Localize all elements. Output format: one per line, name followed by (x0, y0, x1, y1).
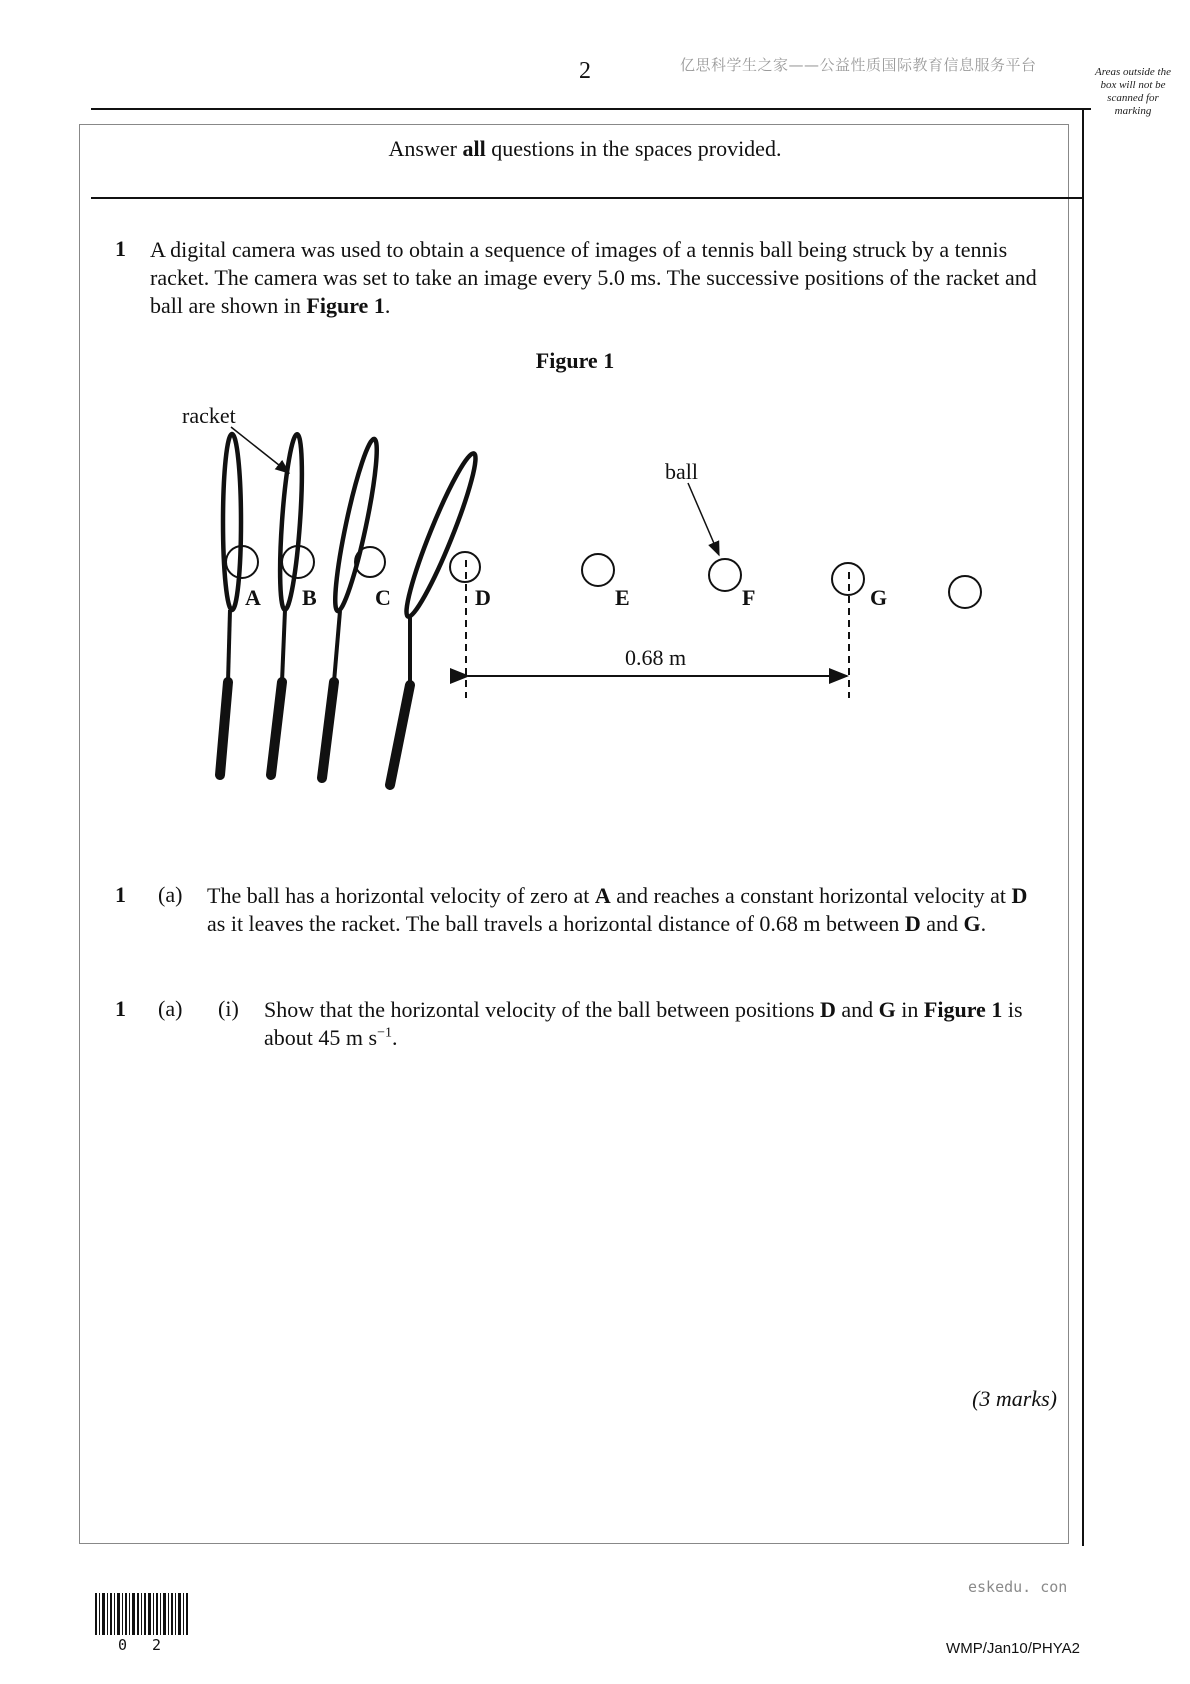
text-run: in (895, 997, 924, 1022)
paper-code: WMP/Jan10/PHYA2 (946, 1640, 1080, 1657)
position-label-B: B (302, 585, 317, 610)
ball-F (709, 559, 741, 591)
position-label-F: F (742, 585, 756, 610)
ball-H (949, 576, 981, 608)
text-run: is about 45 m s (264, 997, 1023, 1050)
racket-label: racket (182, 403, 236, 428)
position-label-A: A (245, 585, 261, 610)
part-a-number: 1 (115, 882, 126, 907)
text-run: The ball has a horizontal velocity of zero at (207, 883, 595, 908)
text-run: . (391, 1025, 398, 1050)
bold-run: D (820, 997, 836, 1022)
instruction (80, 136, 1090, 162)
right-margin-rule (1082, 108, 1084, 1546)
racket-4 (390, 449, 484, 785)
part-a-i-text (264, 996, 1044, 1052)
position-label-C: C (375, 585, 391, 610)
question-number: 1 (115, 236, 126, 261)
barcode (95, 1593, 191, 1635)
ball-pointer (688, 483, 719, 555)
distance-label: 0.68 m (625, 645, 687, 670)
position-label-E: E (615, 585, 630, 610)
instruction-rule (91, 197, 1083, 199)
question-text-part: A digital camera was used to obtain a sequence of images of a tennis ball being struck by a tennis racket. The camera was set to take an image every 5.0 ms. The successive positions of the racket and ball are shown in (150, 237, 1037, 318)
text-run: . (980, 911, 987, 936)
page-number: 2 (579, 58, 591, 84)
question-text (150, 236, 1050, 320)
bold-run: D (904, 911, 921, 936)
part-a-i-subpart-label: (i) (218, 996, 239, 1021)
part-a-i-number: 1 (115, 996, 126, 1021)
ball-label: ball (665, 459, 698, 484)
marks-label: (3 marks) (972, 1386, 1057, 1411)
answer-box (79, 124, 1069, 1544)
instruction-bold: all (462, 136, 486, 161)
barcode-number: 0 2 (118, 1636, 170, 1654)
bold-run: G (878, 997, 896, 1022)
question-text-bold: Figure 1 (306, 293, 385, 318)
text-run: and reaches a constant horizontal velocity at (610, 883, 1012, 908)
question-text-end: . (384, 293, 391, 318)
position-label-D: D (475, 585, 491, 610)
instruction-prefix: Answer (388, 136, 463, 161)
top-rule (91, 108, 1091, 110)
bold-run: Figure 1 (923, 997, 1003, 1022)
text-run: as it leaves the racket. The ball travels a horizontal distance of 0.68 m between (207, 911, 905, 936)
bold-run: A (594, 883, 611, 908)
ball-E (582, 554, 614, 586)
text-run: and (835, 997, 879, 1022)
watermark-top: 亿思科学生之家——公益性质国际教育信息服务平台 (680, 56, 1037, 74)
instruction-suffix: questions in the spaces provided. (485, 136, 782, 161)
margin-note: Areas outside the box will not be scanned for marking (1095, 66, 1171, 117)
racket-2 (271, 434, 306, 775)
figure-title: Figure 1 (535, 348, 615, 373)
superscript: −1 (377, 1025, 392, 1041)
figure-diagram (170, 395, 1030, 815)
racket-1 (220, 434, 241, 775)
bold-run: D (1011, 883, 1028, 908)
part-a-text (207, 882, 1047, 938)
position-label-G: G (870, 585, 888, 610)
bold-run: G (963, 911, 981, 936)
text-run: and (920, 911, 964, 936)
part-a-label: (a) (158, 882, 183, 907)
text-run: Show that the horizontal velocity of the ball between positions (264, 997, 820, 1022)
watermark-bottom: eskedu. con (968, 1578, 1068, 1596)
part-a-i-part-label: (a) (158, 996, 183, 1021)
